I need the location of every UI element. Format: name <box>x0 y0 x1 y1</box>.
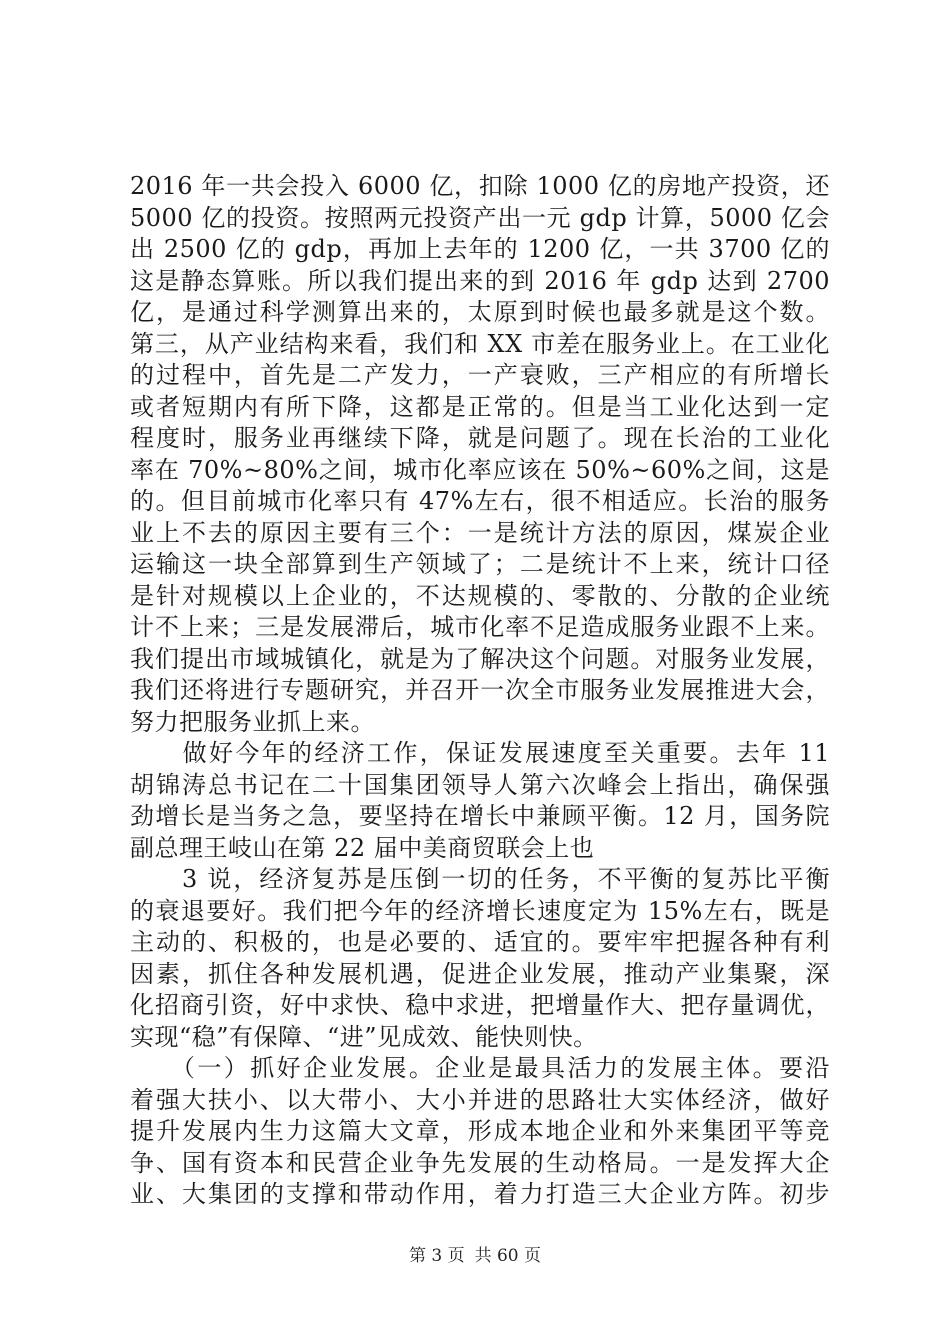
text-line: 我们还将进行专题研究，并召开一次全市服务业发展推进大会， <box>130 676 830 704</box>
text-line: 率在 70%~80%之间，城市化率应该在 50%~60%之间，这是 <box>130 455 830 484</box>
text-line: 着强大扶小、以大带小、大小并进的思路壮大实体经济，做好 <box>130 1085 830 1114</box>
text-line: 程度时，服务业再继续下降，就是问题了。现在长治的工业化 <box>130 424 830 452</box>
page-number-total: 共 60 页 <box>474 1246 542 1266</box>
text-line: 争、国有资本和民营企业争先发展的生动格局。一是发挥大企 <box>130 1148 830 1177</box>
text-line: 副总理王岐山在第 22 届中美商贸联会上也 <box>130 833 595 862</box>
text-line: 或者短期内有所下降，这都是正常的。但是当工业化达到一定 <box>130 392 830 421</box>
text-line: 的衰退要好。我们把今年的经济增长速度定为 15%左右，既是 <box>130 896 830 925</box>
text-line: 实现“稳”有保障、“进”见成效、能快则快。 <box>130 1022 598 1051</box>
text-line: 的。但目前城市化率只有 47%左右，很不相适应。长治的服务 <box>130 487 830 515</box>
text-line: 化招商引资，好中求快、稳中求进，把增量作大、把存量调优， <box>130 991 830 1019</box>
text-line: 业上不去的原因主要有三个：一是统计方法的原因，煤炭企业 <box>130 518 830 547</box>
page-footer <box>0 1241 950 1266</box>
text-line: 这是静态算账。所以我们提出来的到 2016 年 gdp 达到 2700 <box>130 266 830 295</box>
text-line: 提升发展内生力这篇大文章，形成本地企业和外来集团平等竞 <box>130 1117 830 1145</box>
text-line: 2016 年一共会投入 6000 亿，扣除 1000 亿的房地产投资，还 <box>130 172 830 200</box>
text-line: 3 说，经济复苏是压倒一切的任务，不平衡的复苏比平衡 <box>130 865 830 893</box>
text-line: （一）抓好企业发展。企业是最具活力的发展主体。要沿 <box>130 1054 830 1082</box>
text-line: 亿，是通过科学测算出来的，太原到时候也最多就是这个数。 <box>130 298 830 326</box>
text-line: 主动的、积极的，也是必要的、适宜的。要牢牢把握各种有利 <box>130 928 830 956</box>
text-line: 劲增长是当务之急，要坚持在增长中兼顾平衡。12 月，国务院 <box>130 802 830 830</box>
text-line: 胡锦涛总书记在二十国集团领导人第六次峰会上指出，确保强 <box>130 770 830 799</box>
text-line: 业、大集团的支撑和带动作用，着力打造三大企业方阵。初步 <box>130 1180 830 1208</box>
text-line: 因素，抓住各种发展机遇，促进企业发展，推动产业集聚，深 <box>130 959 830 988</box>
text-line: 做好今年的经济工作，保证发展速度至关重要。去年 11 <box>182 739 830 767</box>
text-line: 是针对规模以上企业的，不达规模的、零散的、分散的企业统 <box>130 581 830 610</box>
text-line: 第三，从产业结构来看，我们和 XX 市差在服务业上。在工业化 <box>130 329 830 358</box>
text-line: 我们提出市域城镇化，就是为了解决这个问题。对服务业发展， <box>130 644 830 673</box>
text-line: 出 2500 亿的 gdp，再加上去年的 1200 亿，一共 3700 亿的 <box>130 235 830 263</box>
text-line: 5000 亿的投资。按照两元投资产出一元 gdp 计算，5000 亿会 <box>130 203 830 232</box>
text-line: 计不上来；三是发展滞后，城市化率不足造成服务业跟不上来。 <box>130 613 830 641</box>
page-number-current: 第 3 页 <box>408 1246 465 1266</box>
text-line: 努力把服务业抓上来。 <box>130 707 375 736</box>
body-text <box>130 171 830 1211</box>
text-line: 的过程中，首先是二产发力，一产衰败，三产相应的有所增长 <box>130 361 830 389</box>
text-line: 运输这一块全部算到生产领域了；二是统计不上来，统计口径 <box>130 550 830 578</box>
